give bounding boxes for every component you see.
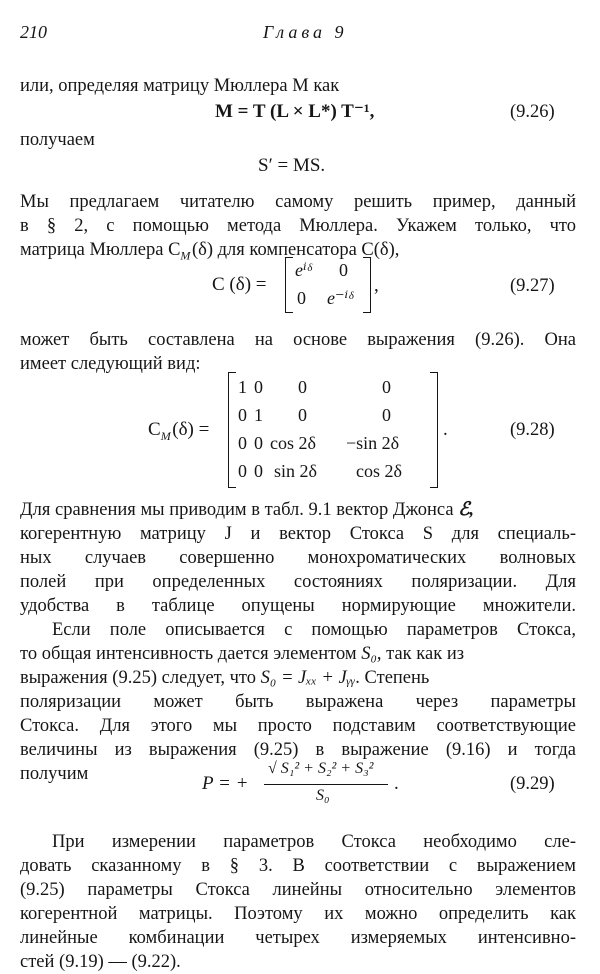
text-line: Мы предлагаем читателю самому решить пример, данный [20,192,576,212]
running-header [20,22,578,46]
text-line: получаем [20,130,95,150]
equation-number: (9.29) [510,774,555,794]
matrix-cell: 0 [298,377,307,397]
fraction-numerator: √ S₁² + S₂² + S₃² [268,760,374,777]
matrix-cell: 0 [238,433,247,453]
text-line: то общая интенсивность дается элементом S₀, так как из [20,644,465,664]
text-line: может быть составлена на основе выражения (9.26). Она [20,330,576,350]
matrix-cell: 0 [339,260,348,280]
matrix-cell: eⁱᵟ [295,260,312,280]
text-line: получим [20,764,89,784]
mueller-matrix [228,372,438,488]
matrix-cell: sin 2δ [274,461,317,481]
text-line: При измерении параметров Стокса необходимо сле- [52,832,576,852]
s0-symbol: S₀ [361,644,377,664]
equation-number: (9.28) [510,420,555,440]
matrix-cell: cos 2δ [270,433,316,453]
text-line: удобства в таблице опущены нормирующие множители. [20,596,576,616]
text-line: Для сравнения мы приводим в табл. 9.1 вектор Джонса ℰ, [20,500,475,520]
text-line: ных случаев совершенно монохроматических волновых [20,548,576,568]
left-bracket [228,372,236,488]
jones-vector-symbol: ℰ, [458,500,475,520]
text-line: Стокса. Для этого мы просто подставим соответствующие [20,716,576,736]
equation-s-prime: S′ = MS. [258,155,326,176]
right-bracket [430,372,438,488]
matrix-cell: 0 [382,377,391,397]
matrix-cell: 0 [238,461,247,481]
right-bracket [363,257,371,313]
text-line: (9.25) параметры Стокса линейны относительно элементов [20,880,576,900]
equation-9-29-lhs: P = + [202,773,249,794]
equation-9-26: M = T (L × L*) T⁻¹, [215,101,375,122]
matrix-cell: 0 [254,377,263,397]
text-line: полей при определенных состояниях поляризации. Для [20,572,576,592]
text-line: когерентной матрицы. Поэтому их можно определить как [20,904,576,924]
text-line: выражения (9.25) следует, что S₀ = Jₓₓ + Jᵧᵧ. Степень [20,668,430,688]
page-number: 210 [20,22,47,42]
matrix-cell: 1 [254,405,263,425]
chapter-title: Глава 9 [263,22,348,42]
equation-9-27-lhs: C (δ) = [212,274,267,295]
matrix-cell: e⁻ⁱᵟ [327,288,354,308]
text-line: величины из выражения (9.25) в выражение (9.16) и тогда [20,740,576,760]
fraction-denominator: S₀ [316,787,330,804]
text-line: или, определяя матрицу Мюллера M как [20,76,340,96]
equation-number: (9.26) [510,102,555,122]
matrix-cell: 0 [298,405,307,425]
matrix-cell: −sin 2δ [346,433,400,453]
text-line: когерентную матрицу J и вектор Стокса S для специаль- [20,524,576,544]
fraction-bar [264,784,388,785]
text-line: Если поле описывается с помощью параметров Стокса, [52,620,576,640]
matrix-cell: cos 2δ [356,461,402,481]
compensator-matrix [285,257,371,313]
equation-number: (9.27) [510,276,555,296]
matrix-cell: 0 [254,461,263,481]
matrix-cell: 0 [238,405,247,425]
text-line: стей (9.19) — (9.22). [20,952,181,972]
text-line: матрица Мюллера $C_M$ (δ) для компенсатора C(δ), [20,240,400,263]
subscript: M [180,248,191,263]
matrix-cell: 0 [382,405,391,425]
matrix-cell: 1 [238,377,247,397]
equation-9-28-lhs: $C_M$ (δ) = [148,419,210,443]
text-line: поляризации может быть выражена через параметры [20,692,576,712]
matrix-cell: 0 [254,433,263,453]
text-line: имеет следующий вид: [20,354,201,374]
left-bracket [285,257,293,313]
s0-definition: S₀ = Jₓₓ + Jᵧᵧ [260,668,356,688]
matrix-cell: 0 [297,288,306,308]
text-line: довать сказанному в § 3. В соответствии с выражением [20,856,576,876]
text-line: в § 2, с помощью метода Мюллера. Укажем только, что [20,216,576,236]
text-line: линейные комбинации четырех измеряемых интенсивно- [20,928,576,948]
